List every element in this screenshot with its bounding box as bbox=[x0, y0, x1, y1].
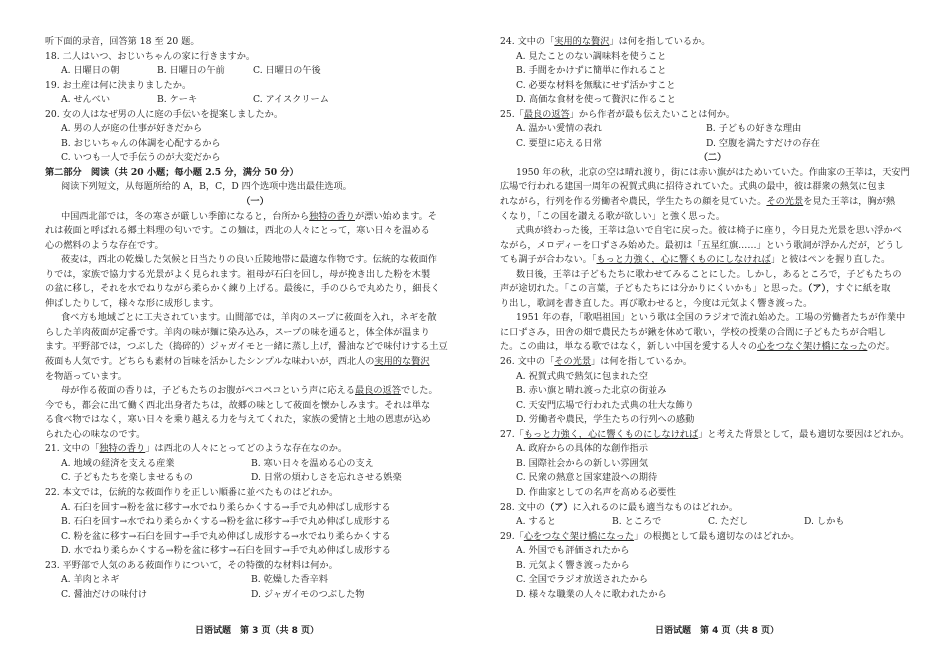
p2-line: の盆に移し，それを水でねりながら柔らかく練り上げる。最後に，手のひらで丸めたり，細長く bbox=[45, 283, 440, 295]
q21-option-b: B. 寒い日々を温める心の支え bbox=[251, 457, 374, 469]
q25-option-b: B. 子どもの好きな理由 bbox=[706, 123, 802, 135]
p2-line: りでは，家族で協力する光景がよく見られます。祖母が石臼を回し，母が挽き出した粉を木製 bbox=[45, 268, 431, 280]
p1-line: 広場で行われる建国一周年の祝賀式典に招待されていた。式典の最中，彼は群衆の熱気に包ま bbox=[500, 181, 886, 193]
q24-option-c: C. 必要な材料を無駄にせず活かすこと bbox=[516, 79, 676, 91]
right-footer: 日语试题 第 4 页（共 8 页） bbox=[655, 626, 780, 636]
q18-option-b: B. 日曜日の午前 bbox=[157, 65, 225, 77]
p3-line: 声が途切れた。「この言葉，子どもたちには分かりにくいかも」と思った。（ア），すぐに紙を取 bbox=[500, 283, 891, 295]
q20-option-c: C. いつも一人で手伝うのが大変だから bbox=[61, 152, 221, 164]
p4-line: られた心の味なのです。 bbox=[45, 428, 146, 440]
q23-option-b: B. 乾燥した香辛料 bbox=[251, 574, 328, 586]
q23-options-row2 bbox=[45, 588, 465, 603]
q26-option-d: D. 労働者や農民，学生たちの行列への感動 bbox=[516, 414, 695, 426]
q29-option-a: A. 外国でも評価されたから bbox=[516, 545, 630, 557]
q26-option-a: A. 祝賀式典で熱気に包まれた空 bbox=[516, 370, 648, 382]
q27-option-c: C. 民衆の熱意と国家建設への期待 bbox=[516, 472, 658, 484]
q28-options bbox=[500, 515, 925, 530]
blank-a-marker: （ア） bbox=[807, 283, 827, 295]
q29-option-b: B. 元気よく響き渡ったから bbox=[516, 559, 630, 571]
q28-option-a: A. すると bbox=[516, 516, 557, 528]
q18-stem: 18. 二人はいつ、おじいちゃんの家に行きますか。 bbox=[45, 50, 256, 62]
p3-line: 莜面も人気です。どちらも素材の旨味を活かしたシンプルな味わいが，西北人の実用的な贅沢 bbox=[45, 356, 430, 368]
q19-option-b: B. ケーキ bbox=[157, 94, 198, 106]
q23-option-c: C. 醤油だけの味付け bbox=[61, 588, 148, 600]
p4-line: 1951 年の春，「歌唱祖国」という歌は全国のラジオで流れ始めた。工場の労働者たちが作業中 bbox=[516, 312, 906, 324]
q28-option-c: C. ただし bbox=[708, 516, 749, 528]
p3-line: 数日後，王莘は子どもたちに歌わせてみることにした。しかし，あるところで，子どもたちの bbox=[516, 268, 902, 280]
p1-line: 心の燃料のような存在です。 bbox=[45, 239, 164, 251]
left-footer: 日语试题 第 3 页（共 8 页） bbox=[195, 626, 320, 636]
q25-option-a: A. 温かい愛情の表れ bbox=[516, 123, 602, 135]
p2-line: 莜麦は，西北の乾燥した気候と日当たりの良い丘陵地帯に最適な作物です。伝統的な莜面作 bbox=[61, 254, 437, 266]
q23-stem: 23. 平野部で人気のある莜面作りについて，その特徴的な材料は何か。 bbox=[45, 559, 338, 571]
listening-intro: 听下面的录音，回答第 18 至 20 题。 bbox=[45, 36, 200, 47]
q19-options bbox=[45, 93, 465, 108]
underlined-phrase: 実用的な贅沢 bbox=[374, 356, 430, 368]
left-page bbox=[45, 35, 465, 602]
q20-option-b: B. おじいちゃんの体調を心配するから bbox=[61, 137, 221, 149]
q25-options-row2 bbox=[500, 137, 925, 152]
q22-option-c: C. 粉を盆に移す→石臼を回す→手で丸め伸ばし成形する→水でねり柔らかくする bbox=[61, 530, 391, 542]
p3-line: らした羊肉莜面が定番です。羊肉の味が麺に染み込み，スープの味を通ると，体全体が温まり bbox=[45, 326, 430, 338]
underlined-phrase: その光景 bbox=[766, 196, 804, 208]
section2-title: 第二部分 阅读（共 20 小题；每小题 2.5 分，满分 50 分） bbox=[45, 166, 299, 178]
q27-option-a: A. 政府からの具体的な創作指示 bbox=[516, 443, 648, 455]
q18-options bbox=[45, 64, 465, 79]
q28-stem: 28. 文中の（ア）に入れるのに最も適当なものはどれか。 bbox=[500, 501, 739, 513]
p3-line: り出し，歌詞を書き直した。再び歌わせると，今度は元気よく響き渡った。 bbox=[500, 297, 813, 309]
q24-option-d: D. 高価な食材を使って贅沢に作ること bbox=[516, 94, 676, 106]
q22-option-a: A. 石臼を回す→粉を盆に移す→水でねり柔らかくする→手で丸め伸ばし成形する bbox=[61, 501, 391, 513]
p1-line: れながら，行列を作る労働者や農民，学生たちの顔を見ていた。その光景を見た王莘は，胸が熱 bbox=[500, 196, 896, 208]
p2-line: 伸ばしたりして，様々な形に成形します。 bbox=[45, 297, 219, 309]
q18-option-c: C. 日曜日の午後 bbox=[253, 65, 321, 77]
p4-line: 母が作る莜面の香りは，子どもたちのお腹がペコペコという声に応える最良の返答でした。 bbox=[61, 385, 438, 397]
q19-option-a: A. せんべい bbox=[61, 94, 111, 106]
p4-line: る食べ物ではなく，寒い日々を乗り越える力を与えてくれた，家族の愛情と土地の恩恵が込め bbox=[45, 414, 431, 426]
p4-line: に口ずさみ，田舎の畑で農民たちが鍬を休めて歌い，学校の授業の合間に子どもたちが合唱し bbox=[500, 326, 887, 338]
q26-option-c: C. 天安門広場で行われた式典の壮大な飾り bbox=[516, 399, 694, 411]
q27-option-b: B. 国際社会からの新しい雰囲気 bbox=[516, 457, 649, 469]
p3-line: 食べ方も地域ごとに工夫されています。山間部では，羊肉のスープに莜面を入れ，ネギを散 bbox=[61, 312, 437, 324]
q29-option-c: C. 全国でラジオ放送されたから bbox=[516, 574, 648, 586]
q25-stem: 25.「最良の返答」から作者が最も伝えたいことは何か。 bbox=[500, 108, 736, 120]
p1-line: くなり，「この国を讃える歌が欲しい」と強く思った。 bbox=[500, 210, 726, 222]
p2-line: 式典が終わった後，王莘は急いで自宅に戻った。彼は椅子に座り，今日見た光景を思い浮かべ bbox=[516, 225, 902, 237]
section2-instruction: 阅读下列短文，从每题所给的 A，B，C，D 四个选项中选出最佳选项。 bbox=[61, 181, 352, 193]
q23-option-a: A. 羊肉とネギ bbox=[61, 574, 120, 586]
q25-option-d: D. 空腹を満たすだけの存在 bbox=[706, 137, 820, 149]
p3-line: を物語っています。 bbox=[45, 370, 127, 382]
p1-line: 1950 年の秋，北京の空は晴れ渡り，街には赤い旗がはためいていた。作曲家の王莘は，天安門 bbox=[516, 166, 910, 178]
q19-option-c: C. アイスクリーム bbox=[253, 94, 329, 106]
q22-stem: 22. 本文では，伝統的な莜面作りを正しい順番に並べたものはどれか。 bbox=[45, 486, 339, 498]
q24-option-a: A. 見たことのない調味料を使うこと bbox=[516, 50, 667, 62]
q25-options-row1 bbox=[500, 122, 925, 137]
q26-stem: 26. 文中の「その光景」は何を指しているか。 bbox=[500, 356, 693, 368]
right-page bbox=[500, 35, 925, 602]
p4-line: 今でも，都会に出て働く西北出身者たちは，故郷の味として莜面を懐かしみます。それは単な bbox=[45, 399, 431, 411]
p2-line: ながら，メロディーを口ずさみ始めた。最初は「五星红旗……」という歌詞が浮かんだが，どうし bbox=[500, 239, 904, 251]
passage2-heading: （二） bbox=[698, 152, 727, 164]
q20-stem: 20. 女の人はなぜ男の人に庭の手伝いを提案しましたか。 bbox=[45, 108, 284, 120]
q26-option-b: B. 赤い旗と晴れ渡った北京の街並み bbox=[516, 385, 667, 397]
p4-line: た。この曲は，単なる歌ではなく，新しい中国を愛する人々の心をつなぐ架け橋になったのだ。 bbox=[500, 341, 895, 353]
q21-option-a: A. 地域の経済を支える産業 bbox=[61, 457, 175, 469]
q22-option-d: D. 水でねり柔らかくする→粉を盆に移す→石臼を回す→手で丸め伸ばし成形する bbox=[61, 545, 391, 557]
q21-options-row2 bbox=[45, 471, 465, 486]
q21-option-d: D. 日常の煩わしさを忘れさせる娯楽 bbox=[251, 472, 402, 484]
q27-stem: 27.「もっと力強く，心に響くものにしなければ」と考えた背景として，最も適切な要因はどれか。 bbox=[500, 428, 910, 440]
q24-stem: 24. 文中の「実用的な贅沢」は何を指しているか。 bbox=[500, 36, 711, 47]
q28-option-d: D. しかも bbox=[804, 516, 845, 528]
q23-option-d: D. ジャガイモのつぶした物 bbox=[251, 588, 365, 600]
q27-option-d: D. 作曲家としての名声を高める必要性 bbox=[516, 486, 676, 498]
q24-option-b: B. 手間をかけずに簡単に作れること bbox=[516, 65, 667, 77]
q25-option-c: C. 要望に応える日常 bbox=[516, 137, 603, 149]
underlined-phrase: 独特の香り bbox=[309, 210, 355, 222]
q20-option-a: A. 男の人が庭の仕事が好きだから bbox=[61, 123, 203, 135]
q19-stem: 19. お土産は何に決まりましたか。 bbox=[45, 79, 192, 91]
q28-option-b: B. ところで bbox=[612, 516, 662, 528]
q29-option-d: D. 様々な職業の人々に歌われたから bbox=[516, 588, 667, 600]
p1-line: れは莜面と呼ばれる郷土料理の匂いです。この麺は，西北の人々にとって，寒い日々を温める bbox=[45, 225, 430, 237]
q22-option-b: B. 石臼を回す→水でねり柔らかくする→粉を盆に移す→手で丸め伸ばし成形する bbox=[61, 516, 391, 528]
q23-options-row1 bbox=[45, 573, 465, 588]
p3-line: ます。平野部では，つぶした（捣碎的）ジャガイモと一緒に蒸し上げ，醤油などで味付けする土豆 bbox=[45, 341, 448, 353]
q29-stem: 29.「心をつなぐ架け橋になった」の根拠として最も適切なのはどれか。 bbox=[500, 530, 800, 542]
underlined-phrase: 心をつなぐ架け橋になった bbox=[757, 341, 868, 353]
p2-line: ても調子が合わない。「もっと力強く，心に響くものにしなければ」と彼はペンを握り直した。 bbox=[500, 254, 891, 266]
underlined-phrase: 最良の返答 bbox=[355, 385, 401, 397]
q18-option-a: A. 日曜日の朝 bbox=[61, 65, 120, 77]
passage1-heading: （一） bbox=[241, 196, 269, 208]
p1-line: 中国西北部では，冬の寒さが厳しい季節になると，台所から独特の香りが漂い始めます。そ bbox=[61, 210, 437, 222]
q21-stem: 21. 文中の「独特の香り」は西北の人々にとってどのような存在なのか。 bbox=[45, 443, 348, 455]
underlined-phrase: もっと力強く，心に響くものにしなければ bbox=[596, 254, 771, 266]
q21-options-row1 bbox=[45, 457, 465, 472]
q21-option-c: C. 子どもたちを楽しませるもの bbox=[61, 472, 193, 484]
